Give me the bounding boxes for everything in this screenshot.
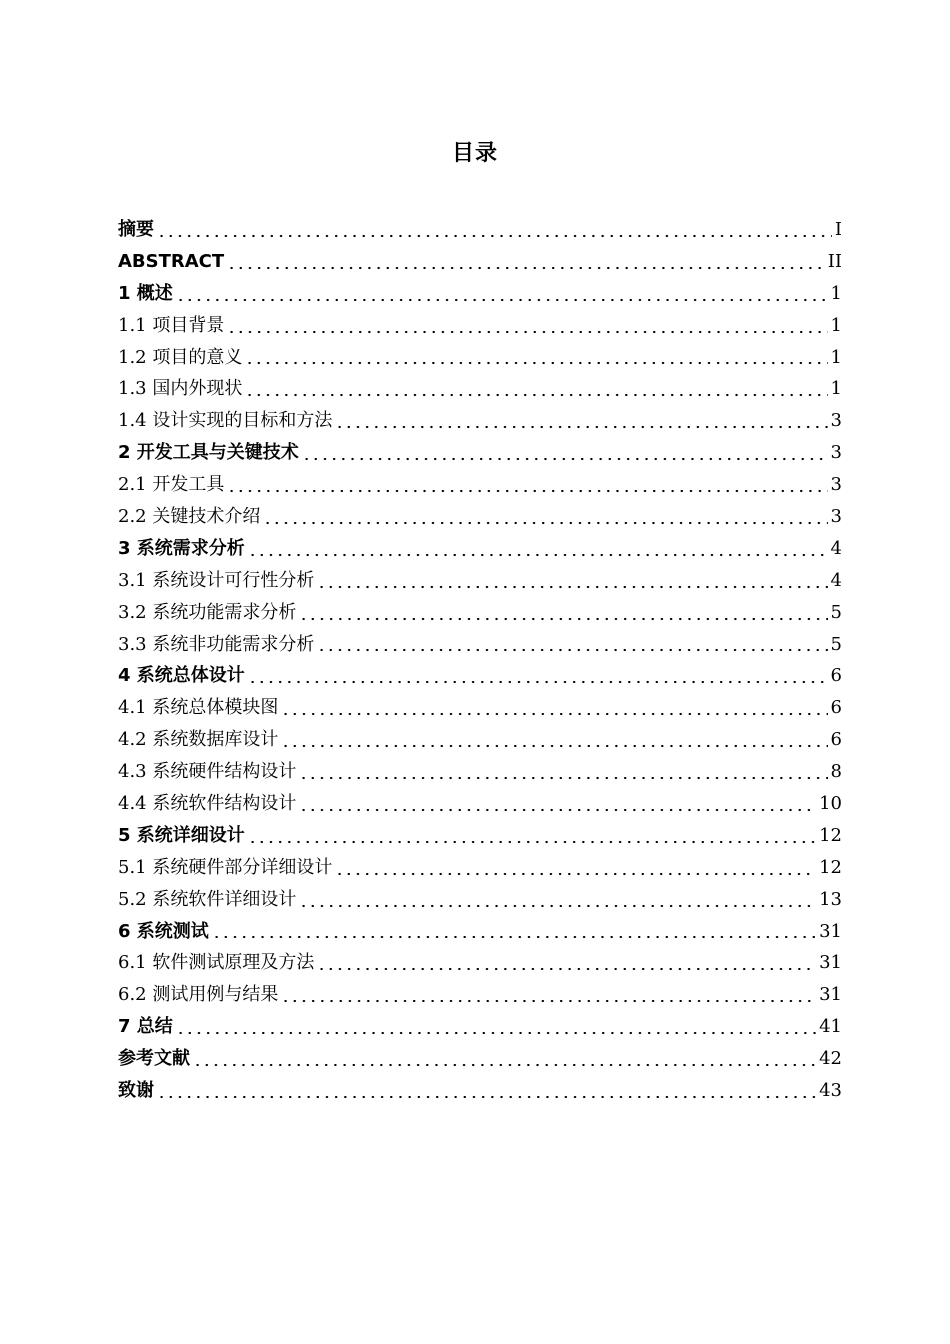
toc-entry[interactable]	[118, 342, 842, 374]
toc-entry-label: 3 系统需求分析	[118, 537, 245, 559]
toc-entry[interactable]	[118, 565, 842, 597]
toc-entry[interactable]	[118, 278, 842, 310]
toc-entry-page: 1	[830, 378, 842, 400]
toc-entry-label: 4.2 系统数据库设计	[118, 729, 279, 751]
toc-entry-page: 41	[819, 1016, 842, 1038]
toc-entry-page: 1	[830, 282, 842, 304]
toc-entry-page: II	[827, 250, 842, 272]
toc-dot-leader	[245, 351, 827, 365]
toc-entry-page: 3	[830, 410, 842, 432]
toc-entry-label: 3.2 系统功能需求分析	[118, 601, 297, 623]
toc-entry-label: 4 系统总体设计	[118, 665, 245, 687]
toc-dot-leader	[302, 447, 828, 461]
toc-entry[interactable]	[118, 629, 842, 661]
toc-entry[interactable]	[118, 469, 842, 501]
toc-entry[interactable]	[118, 214, 842, 246]
toc-dot-leader	[281, 989, 816, 1003]
toc-dot-leader	[335, 862, 816, 876]
toc-entry-page: 12	[819, 824, 842, 846]
toc-dot-leader	[212, 925, 816, 939]
toc-entry-label: 6.1 软件测试原理及方法	[118, 952, 315, 974]
toc-dot-leader	[317, 575, 827, 589]
toc-entry[interactable]	[118, 373, 842, 405]
toc-entry-label: 摘要	[118, 218, 154, 240]
toc-entry[interactable]	[118, 692, 842, 724]
toc-entry[interactable]	[118, 437, 842, 469]
toc-entry-label: 2.1 开发工具	[118, 474, 225, 496]
toc-dot-leader	[157, 224, 832, 238]
toc-entry-page: 4	[830, 537, 842, 559]
toc-entry-label: 致谢	[118, 1079, 154, 1101]
toc-entry-page: 1	[830, 314, 842, 336]
toc-entry-label: ABSTRACT	[118, 250, 225, 272]
page-title: 目录	[451, 141, 498, 166]
toc-dot-leader	[248, 830, 816, 844]
toc-entry-page: 42	[819, 1048, 842, 1070]
toc-entry[interactable]	[118, 947, 842, 979]
toc-dot-leader	[176, 288, 828, 302]
toc-dot-leader	[245, 383, 827, 397]
toc-dot-leader	[157, 1085, 816, 1099]
toc-entry-label: 1.1 项目背景	[118, 314, 225, 336]
toc-entry-page: 6	[830, 729, 842, 751]
toc-entry-label: 5.2 系统软件详细设计	[118, 888, 297, 910]
toc-entry-page: 10	[819, 792, 842, 814]
toc-entry[interactable]	[118, 916, 842, 948]
toc-entry-label: 5 系统详细设计	[118, 824, 245, 846]
toc-entry-page: 12	[819, 856, 842, 878]
toc-entry-label: 6 系统测试	[118, 920, 209, 942]
toc-entry[interactable]	[118, 1075, 842, 1107]
toc-entry-page: 4	[830, 569, 842, 591]
toc-dot-leader	[227, 479, 827, 493]
toc-entry[interactable]	[118, 660, 842, 692]
toc-entry-page: 8	[830, 761, 842, 783]
toc-dot-leader	[248, 670, 828, 684]
toc-entry-page: 6	[830, 665, 842, 687]
toc-entry-label: 7 总结	[118, 1016, 173, 1038]
toc-entry-label: 参考文献	[118, 1048, 190, 1070]
toc-entry[interactable]	[118, 310, 842, 342]
toc-entry[interactable]	[118, 1011, 842, 1043]
toc-entry-label: 2 开发工具与关键技术	[118, 442, 299, 464]
toc-entry-page: 13	[819, 888, 842, 910]
toc-entry-label: 3.3 系统非功能需求分析	[118, 633, 315, 655]
toc-entry-page: 5	[830, 601, 842, 623]
toc-entry-page: 31	[819, 920, 842, 942]
toc-dot-leader	[299, 607, 827, 621]
toc-entry[interactable]	[118, 533, 842, 565]
toc-dot-leader	[263, 511, 827, 525]
toc-dot-leader	[193, 1053, 816, 1067]
toc-entry-label: 2.2 关键技术介绍	[118, 505, 261, 527]
toc-entry-page: 6	[830, 697, 842, 719]
toc-entry[interactable]	[118, 597, 842, 629]
toc-dot-leader	[176, 1021, 816, 1035]
toc-entry[interactable]	[118, 1043, 842, 1075]
toc-entry[interactable]	[118, 501, 842, 533]
toc-entry-page: 5	[830, 633, 842, 655]
toc-entry[interactable]	[118, 756, 842, 788]
toc-entry-page: 31	[819, 984, 842, 1006]
table-of-contents	[118, 214, 842, 1107]
toc-entry-label: 4.4 系统软件结构设计	[118, 792, 297, 814]
toc-entry-page: 31	[819, 952, 842, 974]
toc-entry-label: 3.1 系统设计可行性分析	[118, 569, 315, 591]
toc-entry[interactable]	[118, 979, 842, 1011]
toc-entry-label: 4.1 系统总体模块图	[118, 697, 279, 719]
toc-dot-leader	[317, 638, 827, 652]
toc-dot-leader	[248, 543, 828, 557]
toc-entry-page: 3	[830, 442, 842, 464]
toc-entry-label: 6.2 测试用例与结果	[118, 984, 279, 1006]
toc-entry-label: 1.3 国内外现状	[118, 378, 243, 400]
toc-entry[interactable]	[118, 724, 842, 756]
toc-dot-leader	[317, 957, 816, 971]
toc-entry-label: 4.3 系统硬件结构设计	[118, 761, 297, 783]
toc-entry[interactable]	[118, 820, 842, 852]
toc-entry-page: I	[834, 218, 842, 240]
toc-entry-page: 1	[830, 346, 842, 368]
toc-entry[interactable]	[118, 788, 842, 820]
toc-entry-page: 3	[830, 505, 842, 527]
toc-entry[interactable]	[118, 884, 842, 916]
toc-dot-leader	[299, 894, 816, 908]
toc-entry[interactable]	[118, 405, 842, 437]
toc-dot-leader	[281, 734, 827, 748]
toc-entry-label: 1.2 项目的意义	[118, 346, 243, 368]
toc-dot-leader	[335, 415, 827, 429]
toc-dot-leader	[227, 256, 825, 270]
toc-entry-page: 43	[819, 1079, 842, 1101]
toc-entry-page: 3	[830, 474, 842, 496]
toc-dot-leader	[299, 798, 816, 812]
toc-entry[interactable]	[118, 246, 842, 278]
toc-dot-leader	[281, 702, 827, 716]
toc-entry-label: 1 概述	[118, 282, 173, 304]
toc-dot-leader	[299, 766, 827, 780]
toc-entry-label: 5.1 系统硬件部分详细设计	[118, 856, 333, 878]
toc-entry[interactable]	[118, 852, 842, 884]
toc-dot-leader	[227, 320, 827, 334]
toc-entry-label: 1.4 设计实现的目标和方法	[118, 410, 333, 432]
